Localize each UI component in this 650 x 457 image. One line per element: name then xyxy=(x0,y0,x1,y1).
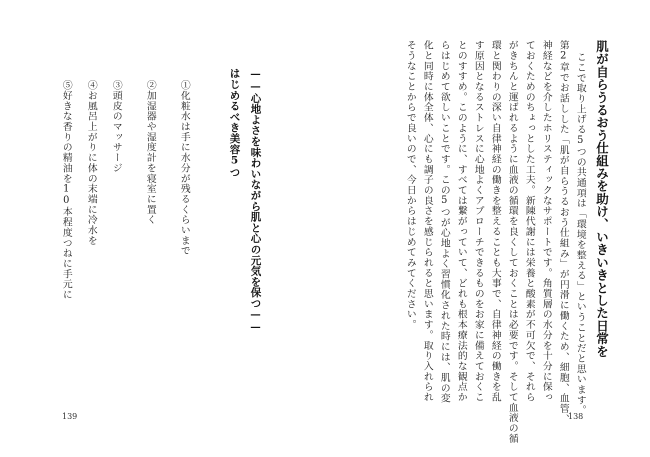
body-line: 環と関わりの深い自律神経の働きを整えることも大事で、自律神経の働きを乱 xyxy=(489,40,501,403)
section-heading: 肌が自らうるおう仕組みを助け、いきいきとした日常を xyxy=(594,40,610,358)
page-number: 139 xyxy=(62,412,78,421)
sub-heading: ——心地よさを味わいながら肌と心の元気を保つ—— xyxy=(249,68,262,334)
list-item: ④お風呂上がりに体の末端に冷水を xyxy=(85,80,97,246)
body-line: とのすすめ。このように、すべては繋がっていて、どれも根本療法的な観点か xyxy=(455,40,467,403)
right-page xyxy=(325,0,650,457)
list-item: ①化粧水は手に水分が残るくらいまで xyxy=(178,80,190,256)
list-item: ⑤好きな香りの精油を10本程度つねに手元に xyxy=(60,80,72,300)
list-item: ②加湿器や湿度計を寝室に置く xyxy=(144,80,156,225)
body-line: 化と同時に体全体、心にも調子の良さを感じられると思います。取り入れられ xyxy=(421,40,433,403)
body-line: そうなことからで良いので、今日からはじめてみてください。 xyxy=(404,40,416,330)
body-line: ておくためのちょっとした工夫。新陳代謝には栄養と酸素が不可欠で、それら xyxy=(523,40,535,403)
body-line: 神経などを介したホリスティックなサポートです。角質層の水分を十分に保っ xyxy=(540,40,552,403)
body-line: ここで取り上げる5つの共通項は「環境を整える」ということだと思います。 xyxy=(574,52,586,416)
body-line: らはじめて欲しいことです。この5つが心地よく習慣化された時には、肌の変 xyxy=(438,40,450,404)
section-title: はじめるべき美容5つ xyxy=(228,68,241,178)
body-line: がきちんと運ばれるように血液の循環を良くしておくことは必要です。そして血液の循 xyxy=(506,40,518,444)
list-item: ③頭皮のマッサージ xyxy=(110,80,122,174)
body-line: す原因となるストレスに心地よくアプローチできるものをお家に備えておくこ xyxy=(472,40,484,403)
page-number: 138 xyxy=(568,412,584,421)
body-line: 第2章でお話しした「肌が自らうるおう仕組み」が円滑に働くため、細胞、血管、 xyxy=(557,40,569,425)
